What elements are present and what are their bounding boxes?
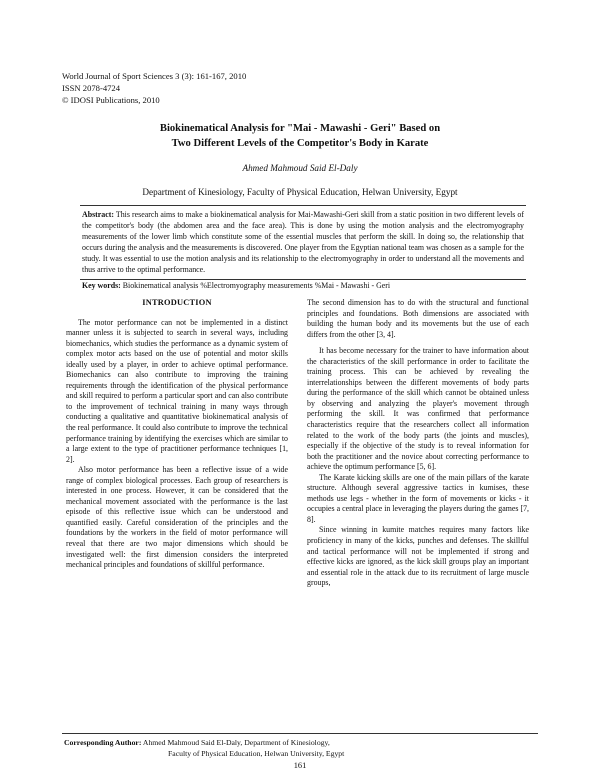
keywords-text: Biokinematical analysis %Electromyography measurements %Mai - Mawashi - Geri xyxy=(122,281,391,290)
title-line-2: Two Different Levels of the Competitor's Body in Karate xyxy=(171,138,429,149)
keywords xyxy=(82,281,522,291)
left-column xyxy=(66,298,288,571)
footer-divider xyxy=(62,733,538,734)
paragraph: The motor performance can not be implemented in a distinct manner unless it is subjected to search in several ways, including biomechanics, which studies the performance as a dynamic system of complex motor acts based on the use of potential and motor skills ideally used by a player, in order to achieve optimal performance. Biomechanics can also contribute to improving the training requirements through the identification of the physical performance and skill required to perform a particular sport and can also contribute to the improvement of technical training in many ways through conducting a qualitative and quantitative biokinematical analysis of the real performance. It could also contribute to improve the technical performance training by identifying the exercises which are similar to a large extent to the type of practitioner performance techniques [1, 2]. xyxy=(66,317,288,464)
abstract-text: This research aims to make a biokinematical analysis for Mai-Mawashi-Geri skill from a static position in two different levels of the competitor's body (the abdomen area and the face area). This is done by using the motion analysis and the electromyography measurements of the lower limb which constitute some of the essential muscles that perform the skill. In doing so, the relationship that occurs during the analysis and the measurements is discovered. One player from the Egyptian national team was chosen as a sample for the study. It was essential to use the motion analysis and its relationship to the electromyography in order to understand all the movements and thus arrive to the optimal performance. xyxy=(82,210,524,274)
author-name: Ahmed Mahmoud Said El-Daly xyxy=(242,163,358,173)
abstract-label: Abstract: xyxy=(82,210,114,219)
paragraph: Also motor performance has been a reflective issue of a wide range of complex biological processes. Each group of researchers is interested in one process. However, it can be considered that the mechanical movement associated with the performance is the last episode of this reflective issue which can be understood and quantified easily. Careful consideration of the principles and the foundations by the workers in the field of motor performance will reveal that there are two major dimensions which should be investigated well: the first dimension considers the interpreted mechanical principles and foundations of skillful performance. xyxy=(66,465,288,570)
page-number: 161 xyxy=(293,761,307,770)
author-affiliation: Department of Kinesiology, Faculty of Physical Education, Helwan University, Egypt xyxy=(142,187,458,197)
title-line-1: Biokinematical Analysis for "Mai - Mawashi - Geri" Based on xyxy=(159,123,441,134)
section-heading-introduction: INTRODUCTION xyxy=(142,298,212,307)
right-column xyxy=(307,298,529,589)
corresponding-author xyxy=(64,738,344,759)
paper-title xyxy=(62,121,538,151)
paragraph: It has become necessary for the trainer to have information about the characteristics of the skill performance in order to facilitate the training process. This can be achieved by revealing the interrelationships between the different movements of body parts during the performance of the skill which cannot be obtained unless by observing and analyzing the player's movement through performing the skill. It was confirmed that performance characteristics require that the researchers collect all information related to the work of the body parts (the joints and muscles), especially if the objective of the study is to reveal information for both the practitioner and the novice about correcting performance to achieve the optimum performance [5, 6]. xyxy=(307,346,529,472)
corresponding-author-line-2: Faculty of Physical Education, Helwan University, Egypt xyxy=(168,748,345,758)
keywords-label: Key words: xyxy=(82,281,121,290)
abstract-box xyxy=(80,205,526,280)
journal-citation: World Journal of Sport Sciences 3 (3): 161-167, 2010 xyxy=(62,71,247,81)
paragraph: Since winning in kumite matches requires many factors like proficiency in many of the kicks, punches and defenses. The skillful and tactical performance will not be implemented if strong and effective kicks are ignored, as the kick skill groups play an important and essential role in the attack due to its recruitment of large muscle groups, xyxy=(307,525,529,588)
journal-issn: ISSN 2078-4724 xyxy=(62,82,121,93)
paragraph: The second dimension has to do with the structural and functional principles and foundations. Both dimensions are associated with building the human body and its movements but the use of each differs from the other [3, 4]. xyxy=(307,298,529,339)
paragraph: The Karate kicking skills are one of the main pillars of the karate structure. Although several aggressive tactics in kumises, these methods use legs - whether in the form of movements or kicks - it occupies a central place in leveraging the players during the games [7, 8]. xyxy=(307,472,529,524)
journal-copyright: © IDOSI Publications, 2010 xyxy=(62,94,160,105)
corresponding-author-line-1: Ahmed Mahmoud Said El-Daly, Department of Kinesiology, xyxy=(142,738,330,747)
corresponding-author-label: Corresponding Author: xyxy=(64,738,142,747)
journal-info xyxy=(62,71,246,106)
